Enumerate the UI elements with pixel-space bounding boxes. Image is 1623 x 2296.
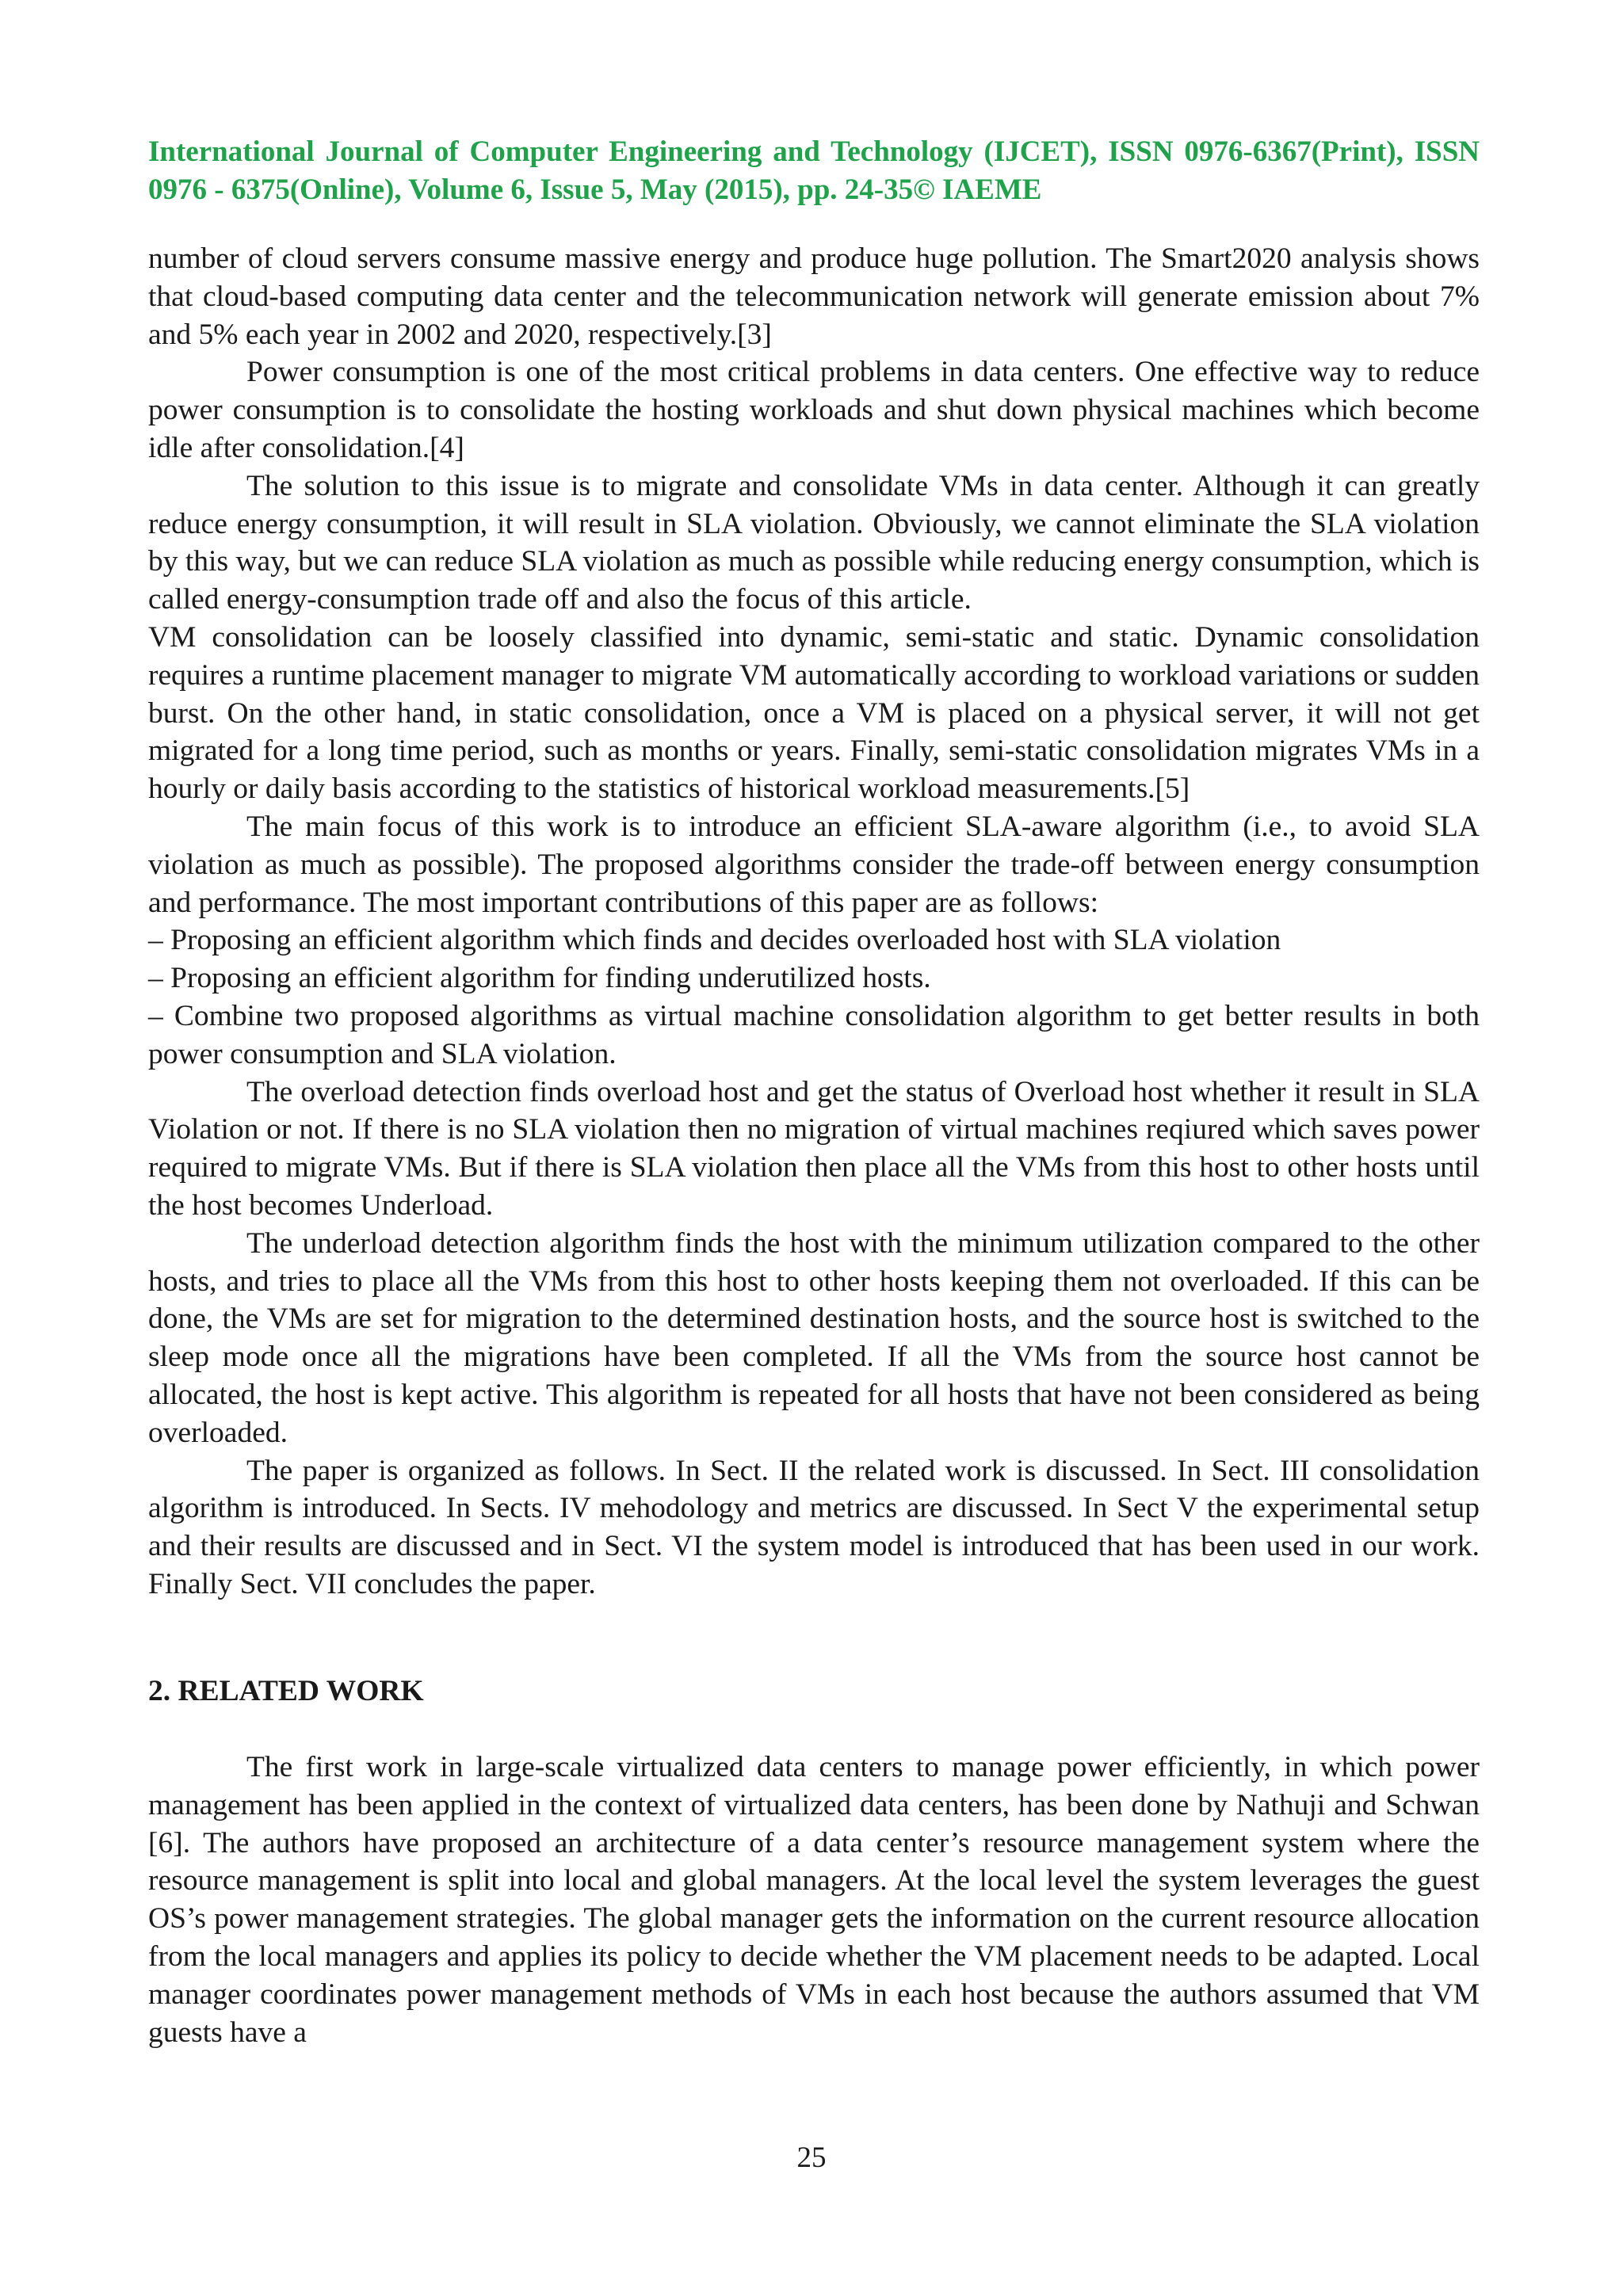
paragraph-underload-detection: The underload detection algorithm finds the host with the minimum utilization compared to the other hosts, and tries to place all the VMs from this host to other hosts keeping them not overloaded. If this can be done, the VMs are set for migration to the determined destination hosts, and the source host is switched to the sleep mode once all the migrations have been completed. If all the VMs from the source host cannot be allocated, the host is kept active. This algorithm is repeated for all hosts that have not been considered as being overloaded.: [148, 1226, 1480, 1449]
body-text: [148, 240, 1480, 1604]
paragraph-continuation: number of cloud servers consume massive energy and produce huge pollution. The Smart2020 analysis shows that cloud-based computing data center and the telecommunication network will generate emission about 7% and 5% each year in 2002 and 2020, respectively.[3]: [148, 242, 1480, 351]
paragraph-solution: The solution to this issue is to migrate and consolidate VMs in data center. Although it can greatly reduce energy consumption, it will result in SLA violation. Obviously, we cannot eliminate the SLA violation by this way, but we can reduce SLA violation as much as possible while reducing energy consumption, which is called energy-consumption trade off and also the focus of this article.: [148, 469, 1480, 616]
journal-header-text: International Journal of Computer Engineering and Technology (IJCET), ISSN 0976-6367(Print), ISSN 0976 - 6375(Online), Volume 6, Issue 5, May (2015), pp. 24-35© IAEME: [148, 135, 1480, 206]
section-heading-related-work: 2. RELATED WORK: [148, 1675, 424, 1707]
paragraph-organization: The paper is organized as follows. In Sect. II the related work is discussed. In Sect. III consolidation algorithm is introduced. In Sects. IV mehodology and metrics are discussed. In Sect V the experimental setup and their results are discussed and in Sect. VI the system model is introduced that has been used in our work. Finally Sect. VII concludes the paper.: [148, 1454, 1480, 1600]
paragraph-vm-consolidation: VM consolidation can be loosely classified into dynamic, semi-static and static. Dynamic consolidation requires a runtime placement manager to migrate VM automatically according to workload variations or sudden burst. On the other hand, in static consolidation, once a VM is placed on a physical server, it will not get migrated for a long time period, such as months or years. Finally, semi-static consolidation migrates VMs in a hourly or daily basis according to the statistics of historical workload measurements.[5]: [148, 620, 1480, 806]
page-number: 25: [796, 2142, 827, 2174]
contribution-item: – Proposing an efficient algorithm for finding underutilized hosts.: [148, 962, 931, 995]
contribution-item: – Proposing an efficient algorithm which finds and decides overloaded host with SLA violation: [148, 924, 1281, 957]
contribution-item: – Combine two proposed algorithms as virtual machine consolidation algorithm to get better results in both power consumption and SLA violation.: [148, 999, 1480, 1070]
paragraph-power-consumption: Power consumption is one of the most critical problems in data centers. One effective way to reduce power consumption is to consolidate the hosting workloads and shut down physical machines which become idle after consolidation.[4]: [148, 356, 1480, 464]
paragraph-overload-detection: The overload detection finds overload host and get the status of Overload host whether it result in SLA Violation or not. If there is no SLA violation then no migration of virtual machines reqiured which saves power required to migrate VMs. But if there is SLA violation then place all the VMs from this host to other hosts until the host becomes Underload.: [148, 1075, 1480, 1222]
paragraph-main-focus: The main focus of this work is to introduce an efficient SLA-aware algorithm (i.e., to avoid SLA violation as much as possible). The proposed algorithms consider the trade-off between energy consumption and performance. The most important contributions of this paper are as follows:: [148, 810, 1480, 919]
related-work-text: [148, 1749, 1480, 2051]
journal-header: [148, 133, 1480, 209]
paragraph-related-work: The first work in large-scale virtualized data centers to manage power efficiently, in which power management has been applied in the context of virtualized data centers, has been done by Nathuji and Schwan [6]. The authors have proposed an architecture of a data center’s resource management system where the resource management is split into local and global managers. At the local level the system leverages the guest OS’s power management strategies. The global manager gets the information on the current resource allocation from the local managers and applies its policy to decide whether the VM placement needs to be adapted. Local manager coordinates power management methods of VMs in each host because the authors assumed that VM guests have a: [148, 1751, 1480, 2049]
